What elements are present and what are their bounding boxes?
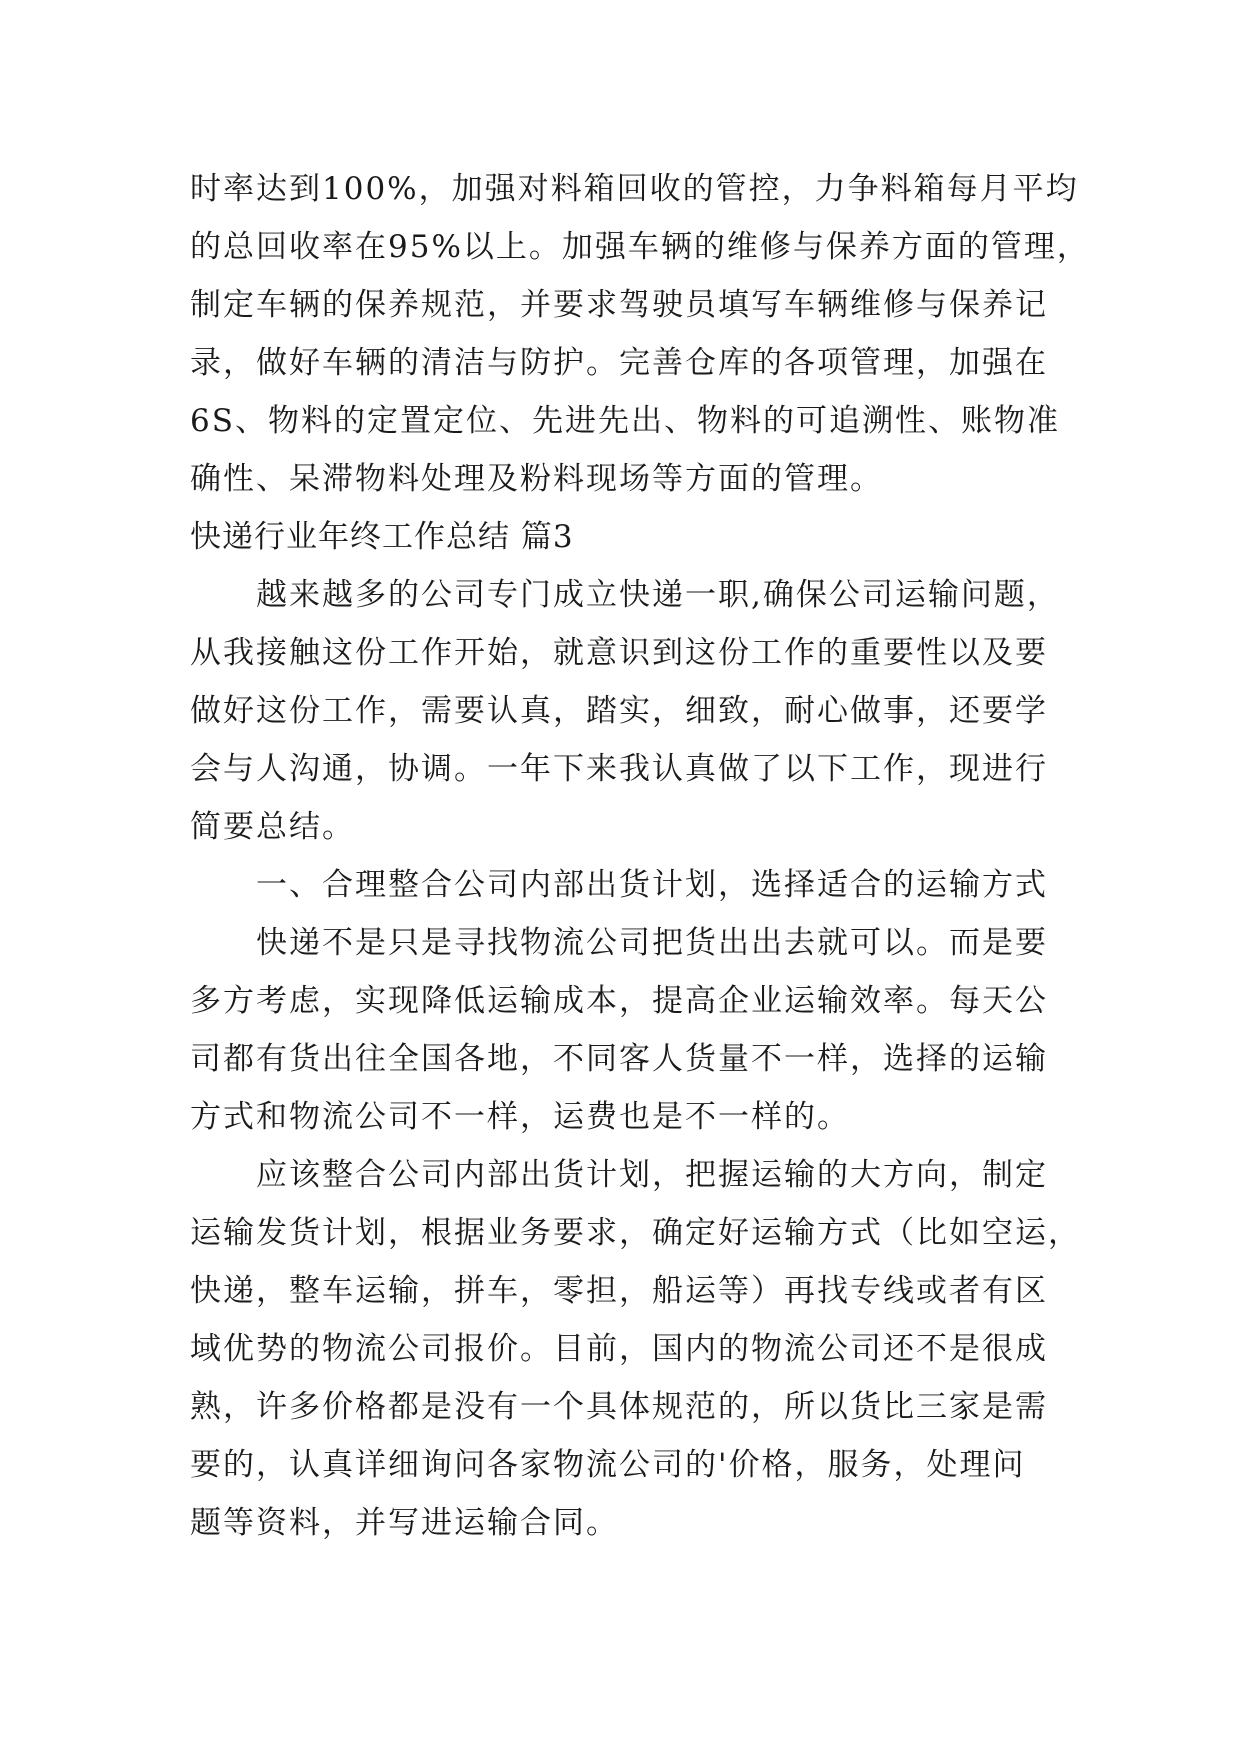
body-line: 6S、物料的定置定位、先进先出、物料的可追溯性、账物准 (190, 403, 1060, 439)
body-line: 司都有货出往全国各地，不同客人货量不一样，选择的运输 (190, 1041, 1048, 1077)
body-line: 题等资料，并写进运输合同。 (190, 1505, 619, 1541)
body-line: 的总回收率在95%以上。加强车辆的维修与保养方面的管理， (190, 229, 1090, 265)
section-heading: 快递行业年终工作总结 篇3 (190, 519, 574, 555)
body-line: 快递不是只是寻找物流公司把货出出去就可以。而是要 (190, 925, 1048, 961)
body-line: 域优势的物流公司报价。目前，国内的物流公司还不是很成 (190, 1331, 1048, 1367)
document-body (190, 160, 1090, 1552)
body-line: 越来越多的公司专门成立快递一职,确保公司运输问题， (190, 577, 1060, 613)
body-line: 运输发货计划，根据业务要求，确定好运输方式（比如空运， (190, 1215, 1081, 1251)
body-line: 会与人沟通，协调。一年下来我认真做了以下工作，现进行 (190, 751, 1048, 787)
body-line: 做好这份工作，需要认真，踏实，细致，耐心做事，还要学 (190, 693, 1048, 729)
body-line: 多方考虑，实现降低运输成本，提高企业运输效率。每天公 (190, 983, 1048, 1019)
body-line: 应该整合公司内部出货计划，把握运输的大方向，制定 (190, 1157, 1048, 1193)
body-line: 制定车辆的保养规范，并要求驾驶员填写车辆维修与保养记 (190, 287, 1048, 323)
subheading-line: 一、合理整合公司内部出货计划，选择适合的运输方式 (190, 867, 1048, 903)
body-line: 录，做好车辆的清洁与防护。完善仓库的各项管理，加强在 (190, 345, 1048, 381)
body-line: 熟，许多价格都是没有一个具体规范的，所以货比三家是需 (190, 1389, 1048, 1425)
body-line: 时率达到100%，加强对料箱回收的管控，力争料箱每月平均 (190, 171, 1079, 207)
body-line: 简要总结。 (190, 809, 355, 845)
body-line: 快递，整车运输，拼车，零担，船运等）再找专线或者有区 (190, 1273, 1048, 1309)
body-line: 要的，认真详细询问各家物流公司的'价格，服务，处理问 (190, 1447, 1026, 1483)
body-line: 方式和物流公司不一样，运费也是不一样的。 (190, 1099, 850, 1135)
body-line: 确性、呆滞物料处理及粉料现场等方面的管理。 (190, 461, 883, 497)
body-line: 从我接触这份工作开始，就意识到这份工作的重要性以及要 (190, 635, 1048, 671)
